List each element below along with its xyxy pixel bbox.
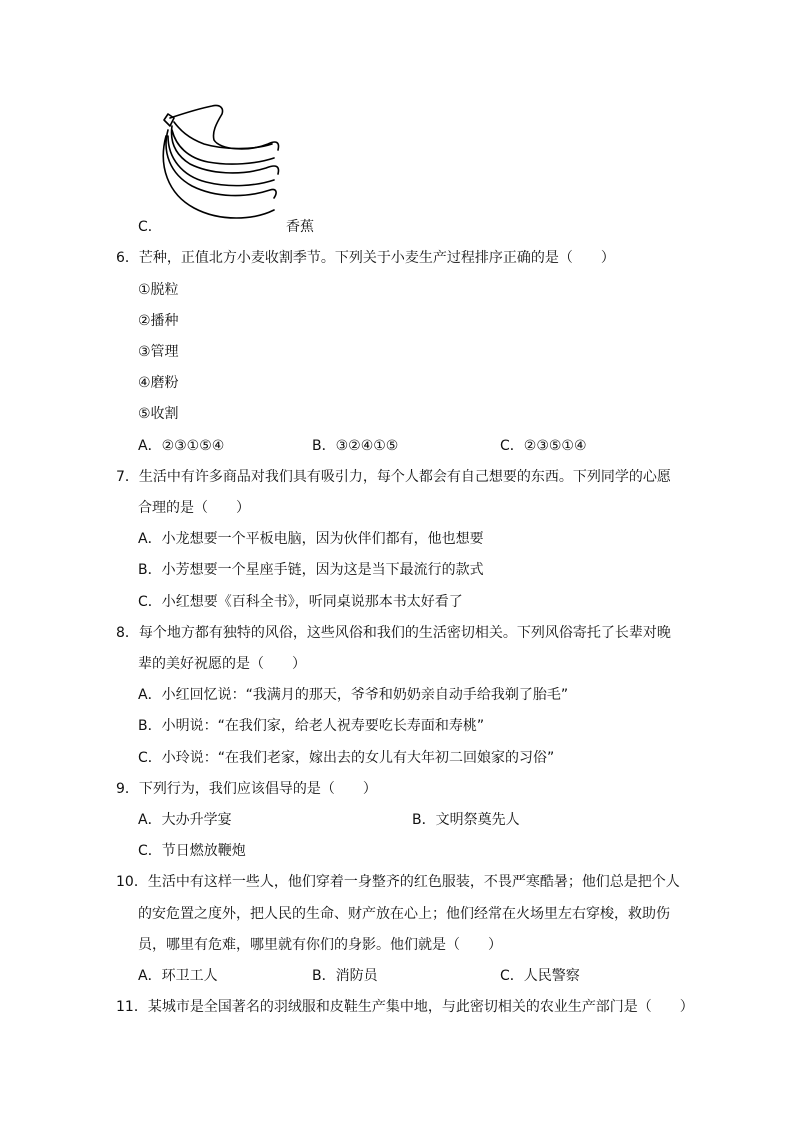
q6-item-4: ④磨粉 — [138, 375, 179, 391]
q6-stem: 6．芒种，正值北方小麦收割季节。下列关于小麦生产过程排序正确的是（ ） — [116, 250, 615, 266]
q7-option-b: B．小芳想要一个星座手链，因为这是当下最流行的款式 — [138, 562, 484, 578]
q10-stem-line-3: 员，哪里有危难，哪里就有你们的身影。他们就是（ ） — [138, 937, 502, 953]
q8-stem-line-1: 8．每个地方都有独特的风俗，这些风俗和我们的生活密切相关。下列风俗寄托了长辈对晚 — [116, 625, 671, 641]
q5-option-c-label: C． — [138, 219, 162, 235]
q6-item-2: ②播种 — [138, 313, 179, 329]
q9-option-c: C．节日燃放鞭炮 — [138, 843, 246, 859]
q10-stem-line-1: 10．生活中有这样一些人，他们穿着一身整齐的红色服装，不畏严寒酷暑；他们总是把个人 — [116, 874, 680, 890]
q6-option-b: B．③②④①⑤ — [312, 438, 399, 454]
q5-option-c-text: 香蕉 — [286, 219, 314, 235]
q8-stem-line-2: 辈的美好祝愿的是（ ） — [138, 656, 306, 672]
q8-option-b: B．小明说：“在我们家，给老人祝寿要吃长寿面和寿桃” — [138, 718, 485, 734]
q9-option-a: A．大办升学宴 — [138, 812, 232, 828]
banana-illustration — [158, 100, 284, 224]
q7-option-c: C．小红想要《百科全书》，听同桌说那本书太好看了 — [138, 594, 463, 610]
q7-option-a: A．小龙想要一个平板电脑，因为伙伴们都有，他也想要 — [138, 531, 484, 547]
q10-stem-line-2: 的安危置之度外，把人民的生命、财产放在心上；他们经常在火场里左右穿梭，救助伤 — [138, 906, 670, 922]
q7-stem-line-1: 7．生活中有许多商品对我们具有吸引力，每个人都会有自己想要的东西。下列同学的心愿 — [116, 469, 671, 485]
q6-option-a: A．②③①⑤④ — [138, 438, 225, 454]
q10-option-b: B．消防员 — [312, 968, 378, 984]
q11-stem: 11．某城市是全国著名的羽绒服和皮鞋生产集中地，与此密切相关的农业生产部门是（ ） — [116, 999, 694, 1015]
q6-item-3: ③管理 — [138, 344, 179, 360]
q6-option-c: C．②③⑤①④ — [500, 438, 587, 454]
q6-item-1: ①脱粒 — [138, 282, 179, 298]
q8-option-c: C．小玲说：“在我们老家，嫁出去的女儿有大年初二回娘家的习俗” — [138, 750, 555, 766]
q9-option-b: B．文明祭奠先人 — [412, 812, 520, 828]
q9-stem: 9．下列行为，我们应该倡导的是（ ） — [116, 781, 377, 797]
q7-stem-line-2: 合理的是（ ） — [138, 500, 250, 516]
q6-item-5: ⑤收割 — [138, 406, 179, 422]
q10-option-a: A．环卫工人 — [138, 968, 218, 984]
q8-option-a: A．小红回忆说：“我满月的那天，爷爷和奶奶亲自动手给我剃了胎毛” — [138, 687, 569, 703]
q10-option-c: C．人民警察 — [500, 968, 580, 984]
